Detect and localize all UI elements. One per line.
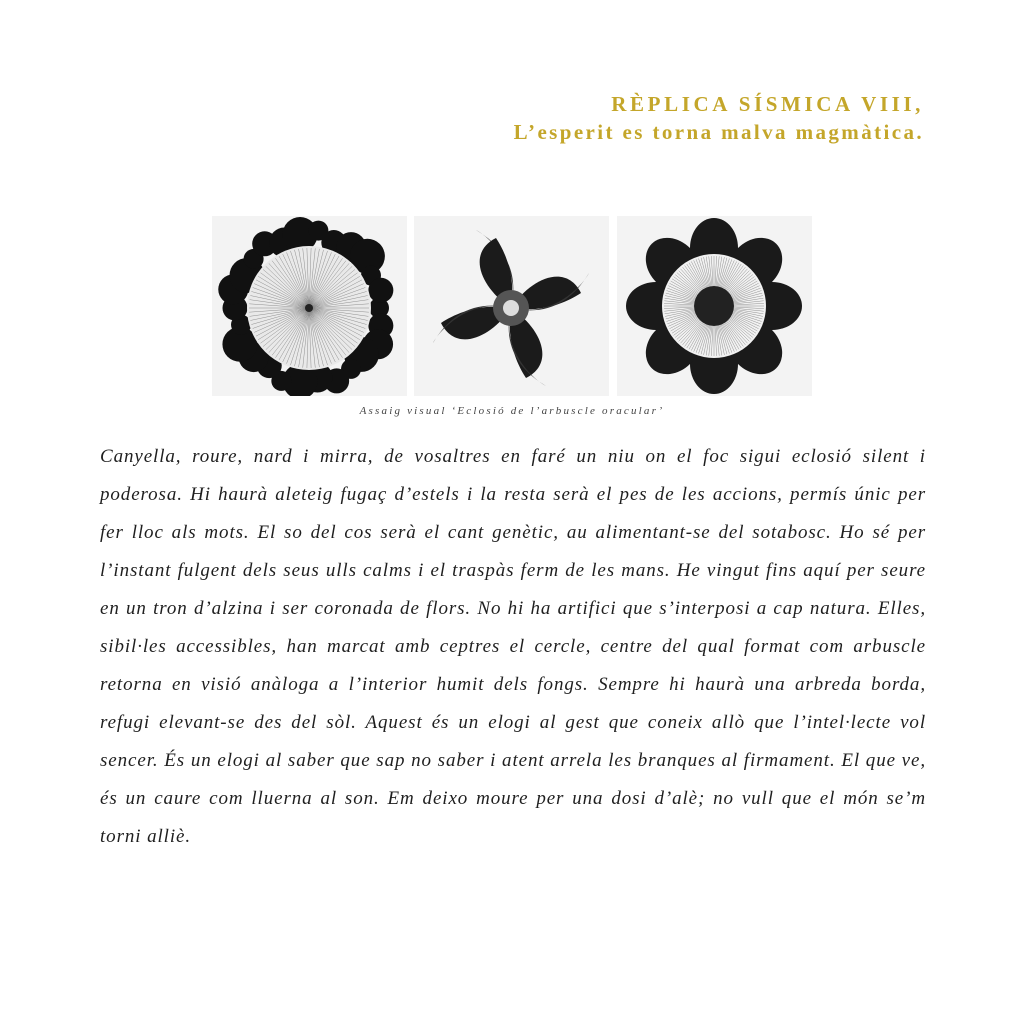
figure-caption: Assaig visual ‘Eclosió de l’arbuscle oracular’	[359, 405, 665, 417]
image-strip	[212, 216, 812, 396]
textured-bloom-artwork	[617, 216, 812, 396]
radial-burst-artwork	[212, 216, 407, 396]
kaleidoscope-ink-artwork	[414, 216, 609, 396]
title-line-2: L’esperit es torna malva magmàtica.	[513, 120, 924, 144]
title-line-1: RÈPLICA SÍSMICA VIII,	[611, 92, 924, 116]
body-paragraph: Canyella, roure, nard i mirra, de vosaltres en faré un niu on el foc sigui eclosió silent i poderosa. Hi haurà aleteig fugaç d’estels i la resta serà el pes de les accions, permís únic per fer lloc als mots. El so del cos serà el cant genètic, au alimentant-se del sotabosc. Ho sé per l’instant fulgent dels seus ulls calms i el traspàs ferm de les mans. He vingut fins aquí per seure en un tron d’alzina i ser coronada de flors. No hi ha artifici que s’interposi a cap natura. Elles, sibil·les accessibles, han marcat amb ceptres el cercle, centre del qual format com arbuscle retorna en visió anàloga a l’interior humit dels fongs. Sempre hi haurà una arbreda borda, refugi elevant-se des del sòl. Aquest és un elogi al gest que coneix allò que l’intel·lecte vol sencer. És un elogi al saber que sap no saber i atent arrela les branques al firmament. El que ve, és un caure com lluerna al son. Em deixo moure per una dosi d’alè; no vull que el món se’m torni alliè.	[100, 446, 926, 847]
title-block	[514, 90, 924, 146]
